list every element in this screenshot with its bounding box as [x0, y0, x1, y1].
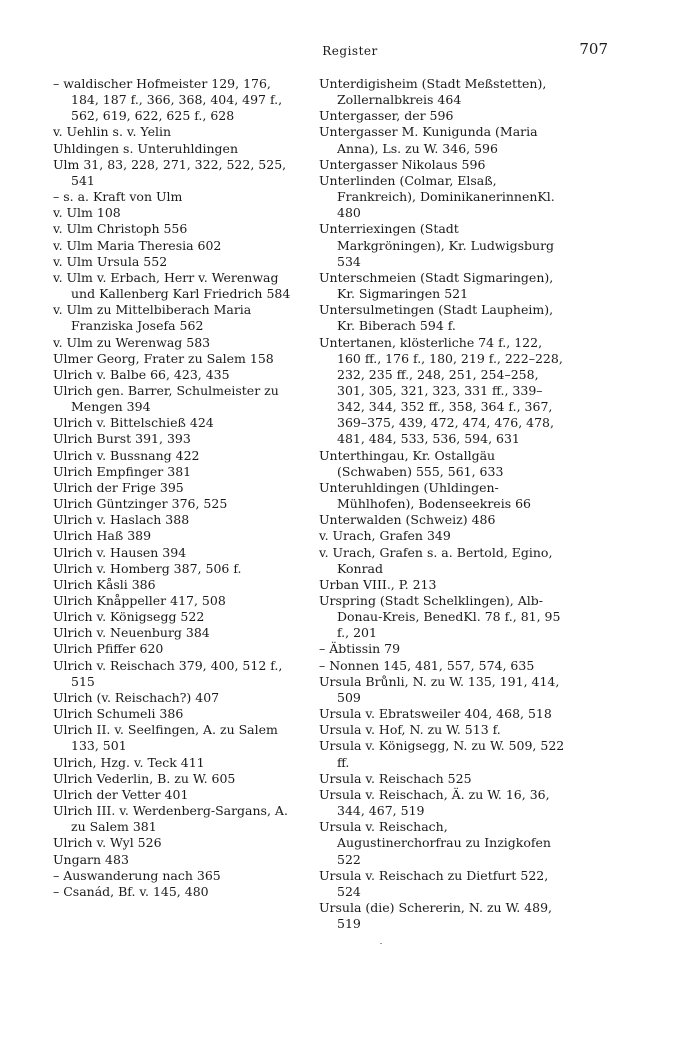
- index-entry: v. Uehlin s. v. Yelin: [53, 124, 172, 140]
- index-entry: Ursula v. Ebratsweiler 404, 468, 518: [319, 706, 552, 722]
- index-entry: – Äbtissin 79: [319, 641, 401, 657]
- index-entry: Untergasser Nikolaus 596: [319, 156, 486, 172]
- index-entry: Ulrich Burst 391, 393: [53, 431, 191, 447]
- index-entry: Ulrich Empfinger 381: [53, 463, 192, 479]
- index-entry: – Nonnen 145, 481, 557, 574, 635: [319, 657, 535, 673]
- index-entry: Untergasser M. Kunigunda (Maria Anna), Ls. zu W. 346, 596: [319, 124, 538, 156]
- index-entry: Ursula v. Reischach, Augustinerchorfrau zu Inzigkofen 522: [319, 819, 551, 867]
- index-entry: Ulm 31, 83, 228, 271, 322, 522, 525, 541: [53, 156, 287, 188]
- index-entry: Ulrich, Hzg. v. Teck 411: [53, 754, 205, 770]
- index-entry: Ulrich v. Wyl 526: [53, 835, 162, 851]
- index-entry: Ulrich Schumeli 386: [53, 706, 184, 722]
- index-entry: Ursula (die) Schererin, N. zu W. 489, 519: [319, 899, 553, 932]
- index-entry: Unterschmeien (Stadt Sigmaringen), Kr. Sigmaringen 521: [319, 269, 554, 302]
- index-entry: Ulrich v. Reischach 379, 400, 512 f., 515: [53, 657, 283, 689]
- index-entry: Ulrich der Vetter 401: [53, 786, 189, 802]
- index-entry: Unterdigisheim (Stadt Meßstetten), Zollernalbkreis 464: [319, 76, 547, 108]
- index-entry: v. Ulm Maria Theresia 602: [53, 237, 222, 253]
- index-entry: Ulrich v. Bussnang 422: [53, 447, 200, 463]
- index-entry: Unterriexingen (Stadt Markgröningen), Kr. Ludwigsburg 534: [319, 221, 555, 269]
- index-entry: Untertanen, klösterliche 74 f., 122, 160 ff., 176 f., 180, 219 f., 222–228, 232, 235 ff., 248, 251, 254–258, 301, 305, 321, 323, 331 ff., 339–342, 344, 352 ff., 358, 364 f., 367, 369–375, 439, 472, 474, 476, 478, 481, 484, 533, 536, 594, 631: [319, 334, 563, 447]
- index-entry: Urspring (Stadt Schelklingen), Alb-Donau-Kreis, BenedKl. 78 f., 81, 95 f., 201: [319, 593, 561, 641]
- index-entry: Ursula v. Reischach, Ä. zu W. 16, 36, 344, 467, 519: [319, 786, 550, 819]
- index-entry: – waldischer Hofmeister 129, 176, 184, 187 f., 366, 368, 404, 497 f., 562, 619, 622, 625 f., 628: [53, 76, 283, 124]
- index-entry: – s. a. Kraft von Ulm: [53, 189, 183, 205]
- index-entry: Ulrich Knåppeller 417, 508: [53, 593, 226, 608]
- index-entry: Ulrich der Frige 395: [53, 479, 184, 495]
- index-entry: Ulrich Vederlin, B. zu W. 605: [53, 770, 236, 786]
- index-entry: Ulrich v. Königsegg 522: [53, 609, 205, 625]
- index-entry: v. Ulm Ursula 552: [53, 253, 168, 269]
- index-entry: Ulmer Georg, Frater zu Salem 158: [53, 350, 274, 366]
- page-number: 707: [579, 40, 608, 58]
- index-entry: Untersulmetingen (Stadt Laupheim), Kr. Biberach 594 f.: [319, 302, 554, 334]
- index-entry: Ulrich III. v. Werdenberg-Sargans, A. zu Salem 381: [53, 803, 288, 835]
- index-entry: Ursula v. Königsegg, N. zu W. 509, 522 ff.: [319, 738, 565, 770]
- index-entry: Ulrich Haß 389: [53, 528, 152, 544]
- index-column-right: [319, 76, 567, 932]
- index-entry: – Auswanderung nach 365: [53, 867, 221, 883]
- index-entry: Ursula v. Hof, N. zu W. 513 f.: [319, 722, 501, 738]
- index-entry: Ulrich v. Hausen 394: [53, 544, 187, 560]
- index-entry: – Csanád, Bf. v. 145, 480: [53, 883, 209, 899]
- index-entry: Ulrich v. Balbe 66, 423, 435: [53, 366, 230, 382]
- index-entry: Ulrich (v. Reischach?) 407: [53, 689, 220, 705]
- index-entry: Ulrich Güntzinger 376, 525: [53, 496, 228, 512]
- index-entry: v. Ulm 108: [53, 205, 121, 221]
- page-header: [0, 38, 700, 60]
- index-entry: v. Ulm zu Mittelbiberach Maria Franziska Josefa 562: [53, 302, 252, 334]
- index-entry: v. Urach, Grafen 349: [319, 528, 451, 544]
- index-entry: Unterlinden (Colmar, Elsaß, Frankreich), DominikanerinnenKl. 480: [319, 172, 555, 221]
- index-entry: Uhldingen s. Unteruhldingen: [53, 140, 238, 156]
- index-entry: Ungarn 483: [53, 851, 129, 867]
- print-speck: [380, 943, 382, 944]
- index-entry: v. Ulm v. Erbach, Herr v. Werenwag und Kallenberg Karl Friedrich 584: [53, 269, 291, 302]
- index-entry: Ulrich Kåsli 386: [53, 576, 156, 592]
- index-entry: Ulrich v. Homberg 387, 506 f.: [53, 560, 242, 576]
- index-entry: Ursula v. Reischach zu Dietfurt 522, 524: [319, 867, 549, 899]
- index-entry: Ursula Brůnli, N. zu W. 135, 191, 414, 509: [319, 673, 560, 705]
- index-entry: Unterwalden (Schweiz) 486: [319, 512, 496, 528]
- index-entry: Ulrich Pfiffer 620: [53, 641, 164, 657]
- index-entry: Urban VIII., P. 213: [319, 576, 437, 592]
- index-entry: Ulrich v. Bittelschieß 424: [53, 415, 214, 431]
- index-entry: Unteruhldingen (Uhldingen-Mühlhofen), Bodenseekreis 66: [319, 479, 531, 512]
- index-entry: Ulrich v. Haslach 388: [53, 512, 190, 528]
- index-entry: Ursula v. Reischach 525: [319, 770, 472, 786]
- index-column-left: [53, 76, 301, 900]
- index-entry: Ulrich gen. Barrer, Schulmeister zu Mengen 394: [53, 382, 279, 415]
- index-entry: Ulrich II. v. Seelfingen, A. zu Salem 133, 501: [53, 722, 278, 754]
- running-title: Register: [322, 44, 378, 58]
- index-entry: Ulrich v. Neuenburg 384: [53, 625, 210, 641]
- index-entry: v. Urach, Grafen s. a. Bertold, Egino, Konrad: [319, 544, 553, 576]
- index-entry: v. Ulm Christoph 556: [53, 221, 188, 237]
- index-entry: v. Ulm zu Werenwag 583: [53, 334, 211, 350]
- index-entry: Unterthingau, Kr. Ostallgäu (Schwaben) 555, 561, 633: [319, 447, 504, 479]
- index-entry: Untergasser, der 596: [319, 108, 454, 124]
